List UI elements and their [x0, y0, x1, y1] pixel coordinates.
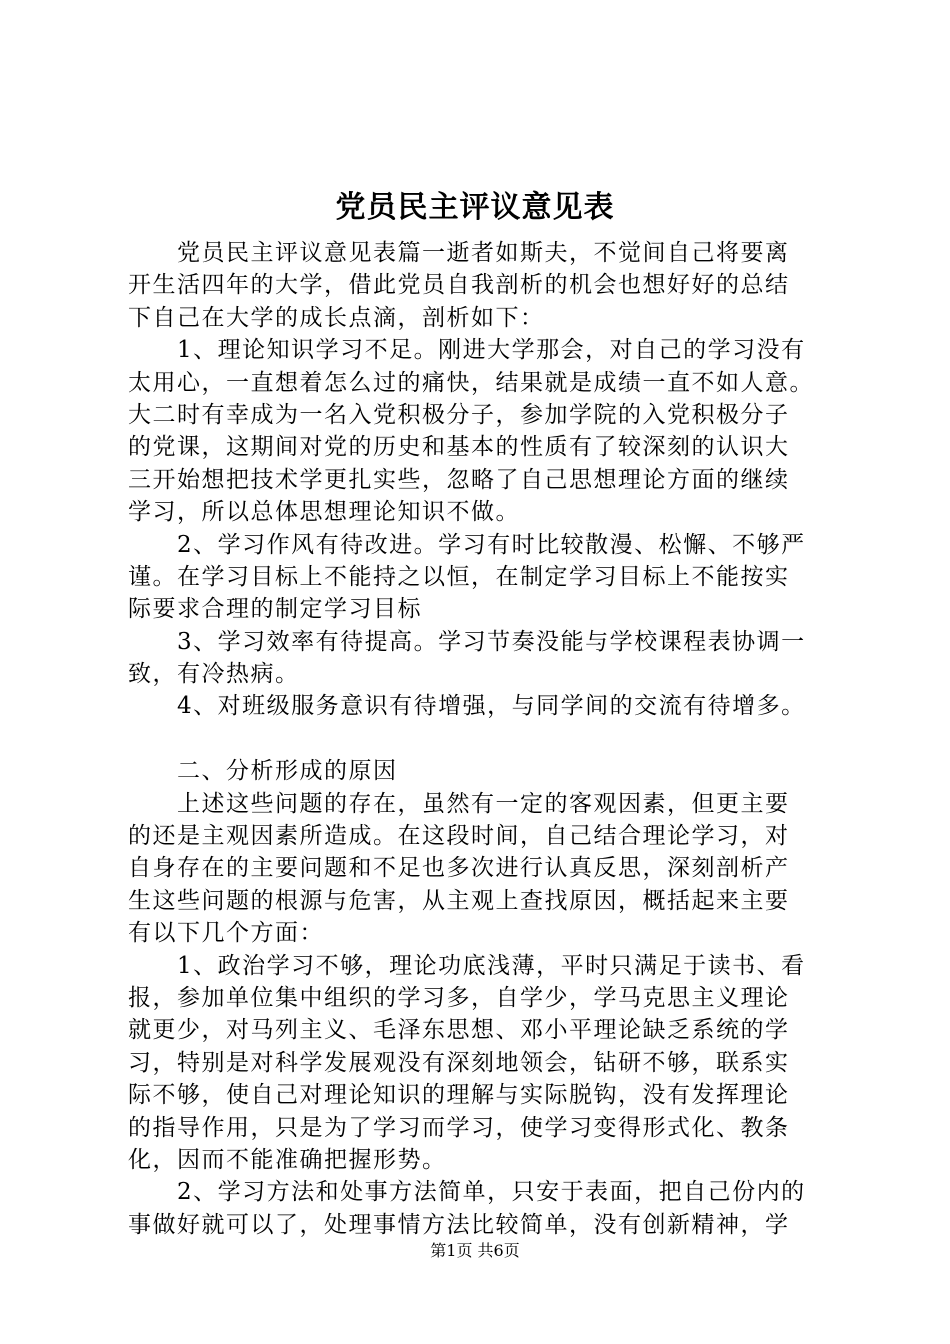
text-line: 党员民主评议意见表篇一逝者如斯夫，不觉间自己将要离: [128, 240, 790, 266]
blank-line: [128, 723, 840, 755]
text-line: 4、对班级服务意识有待增强，与同学间的交流有待增多。: [128, 693, 806, 720]
text-line: 谨。在学习目标上不能持之以恒，在制定学习目标上不能按实: [128, 563, 790, 590]
text-line: 的党课，这期间对党的历史和基本的性质有了较深刻的认识大: [128, 434, 790, 461]
text-line: 大二时有幸成为一名入党积极分子，参加学院的入党积极分子: [128, 401, 790, 428]
text-line: 3、学习效率有待提高。学习节奏没能与学校课程表协调一: [128, 628, 806, 655]
page-footer: 第1页 共6页: [430, 1241, 520, 1260]
text-line: 有以下几个方面：: [128, 920, 324, 947]
document-title: 党员民主评议意见表: [335, 190, 615, 225]
text-line: 三开始想把技术学更扎实些，忽略了自己思想理论方面的继续: [128, 466, 790, 493]
text-line: 1、理论知识学习不足。刚进大学那会，对自己的学习没有: [128, 337, 806, 364]
text-line: 化，因而不能准确把握形势。: [128, 1146, 447, 1173]
text-line: 开生活四年的大学，借此党员自我剖析的机会也想好好的总结: [128, 272, 790, 299]
text-line: 际不够，使自己对理论知识的理解与实际脱钩，没有发挥理论: [128, 1082, 790, 1109]
text-line: 学习，所以总体思想理论知识不做。: [128, 499, 520, 526]
text-line: 上述这些问题的存在，虽然有一定的客观因素，但更主要: [128, 790, 790, 817]
text-line: 就更少，对马列主义、毛泽东思想、邓小平理论缺乏系统的学: [128, 1017, 790, 1044]
text-line: 际要求合理的制定学习目标: [128, 596, 422, 623]
text-line: 的指导作用，只是为了学习而学习，使学习变得形式化、教条: [128, 1114, 790, 1141]
text-line: 1、政治学习不够，理论功底浅薄，平时只满足于读书、看: [128, 952, 806, 979]
document-body: [128, 237, 840, 1241]
text-line: 2、学习作风有待改进。学习有时比较散漫、松懈、不够严: [128, 531, 806, 558]
text-line: 习，特别是对科学发展观没有深刻地领会，钻研不够，联系实: [128, 1049, 790, 1076]
text-line: 下自己在大学的成长点滴，剖析如下：: [128, 304, 545, 331]
text-line: 的还是主观因素所造成。在这段时间，自己结合理论学习，对: [128, 823, 790, 850]
text-line: 自身存在的主要问题和不足也多次进行认真反思，深刻剖析产: [128, 855, 790, 882]
text-line: 生这些问题的根源与危害，从主观上查找原因，概括起来主要: [128, 887, 790, 914]
text-line: 2、学习方法和处事方法简单，只安于表面，把自己份内的: [128, 1179, 806, 1206]
text-line: 报，参加单位集中组织的学习多，自学少，学马克思主义理论: [128, 984, 790, 1011]
text-line: 事做好就可以了，处理事情方法比较简单，没有创新精神，学: [128, 1211, 790, 1238]
text-line: 太用心，一直想着怎么过的痛快，结果就是成绩一直不如人意。: [128, 369, 814, 396]
text-line: 致，有冷热病。: [128, 661, 300, 688]
text-line: 二、分析形成的原因: [128, 758, 398, 785]
